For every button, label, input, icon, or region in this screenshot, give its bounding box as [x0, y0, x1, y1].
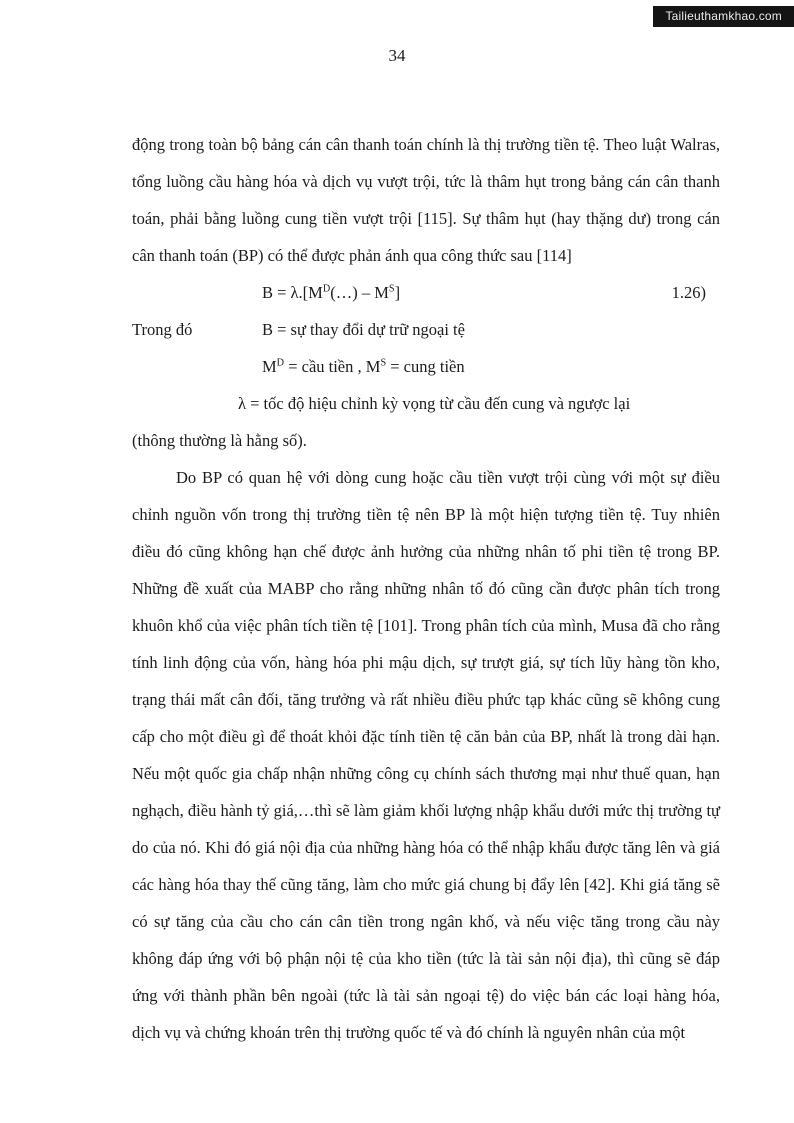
definition-lambda: λ = tốc độ hiệu chỉnh kỳ vọng từ cầu đến cung và ngược lại [238, 394, 631, 413]
where-line [132, 311, 720, 348]
equation-body [132, 274, 400, 311]
paragraph-main: Do BP có quan hệ với dòng cung hoặc cầu tiền vượt trội cùng với một sự điều chỉnh nguồn vốn trong thị trường tiền tệ nên BP là một hiện tượng tiền tệ. Tuy nhiên điều đó cũng không hạn chế được ảnh hưởng của những nhân tố phi tiền tệ trong BP. Những đề xuất của MABP cho rằng những nhân tố đó cũng cần được phân tích trong khuôn khổ của việc phân tích tiền tệ [101]. Trong phân tích của mình, Musa đã cho rằng tính linh động của vốn, hàng hóa phi mậu dịch, sự trượt giá, sự tích lũy hàng tồn kho, trạng thái mất cân đối, tăng trưởng và rất nhiều điều phức tạp khác cũng sẽ không cung cấp cho một điều gì để thoát khỏi đặc tính tiền tệ căn bản của BP, nhất là trong dài hạn. Nếu một quốc gia chấp nhận những công cụ chính sách thương mại như thuế quan, hạn nghạch, điều hành tỷ giá,…thì sẽ làm giảm khối lượng nhập khẩu dưới mức thị trường tự do của nó. Khi đó giá nội địa của những hàng hóa có thể nhập khẩu được tăng lên và giá các hàng hóa thay thế cũng tăng, làm cho mức giá chung bị đẩy lên [42]. Khi giá tăng sẽ có sự tăng của cầu cho cán cân tiền trong ngân khố, và nếu việc tăng trong cầu này không đáp ứng với bộ phận nội tệ của kho tiền (tức là tài sản nội địa), thì cũng sẽ đáp ứng với thành phần bên ngoài (tức là tài sản ngoại tệ) do việc bán các loại hàng hóa, dịch vụ và chứng khoán trên thị trường quốc tế và đó chính là nguyên nhân của một [132, 468, 720, 1042]
where-label: Trong đó [132, 320, 193, 339]
definition-m-tail: = cung tiền [386, 357, 465, 376]
equation-text-mid: (…) – M [330, 283, 389, 302]
definition-b: B = sự thay đổi dự trữ ngoại tệ [262, 320, 465, 339]
equation-superscript-s: S [388, 283, 395, 295]
equation-text: B = λ.[M [262, 283, 323, 302]
definition-money-demand-supply [132, 348, 720, 385]
watermark: Tailieuthamkhao.com [653, 6, 794, 27]
definition-m-mid: = cầu tiền , M [284, 357, 381, 376]
definition-superscript-s: S [380, 357, 387, 369]
equation-number: 1.26) [671, 283, 706, 302]
definition-superscript-d: D [276, 357, 285, 369]
equation-superscript-d: D [322, 283, 331, 295]
equation-line [132, 274, 720, 311]
page-content [132, 126, 720, 1051]
definition-note: (thông thường là hằng số). [132, 431, 307, 450]
definition-m-lead: M [262, 357, 277, 376]
page-number: 34 [388, 46, 406, 65]
equation-text-tail: ] [394, 283, 401, 302]
paragraph-intro: động trong toàn bộ bảng cán cân thanh toán chính là thị trường tiền tệ. Theo luật Walras, tổng luồng cầu hàng hóa và dịch vụ vượt trội, tức là thâm hụt trong bảng cán cân thanh toán, phải bằng luồng cung tiền vượt trội [115]. Sự thâm hụt (hay thặng dư) trong cán cân thanh toán (BP) có thể được phản ánh qua công thức sau [114] [132, 135, 720, 265]
